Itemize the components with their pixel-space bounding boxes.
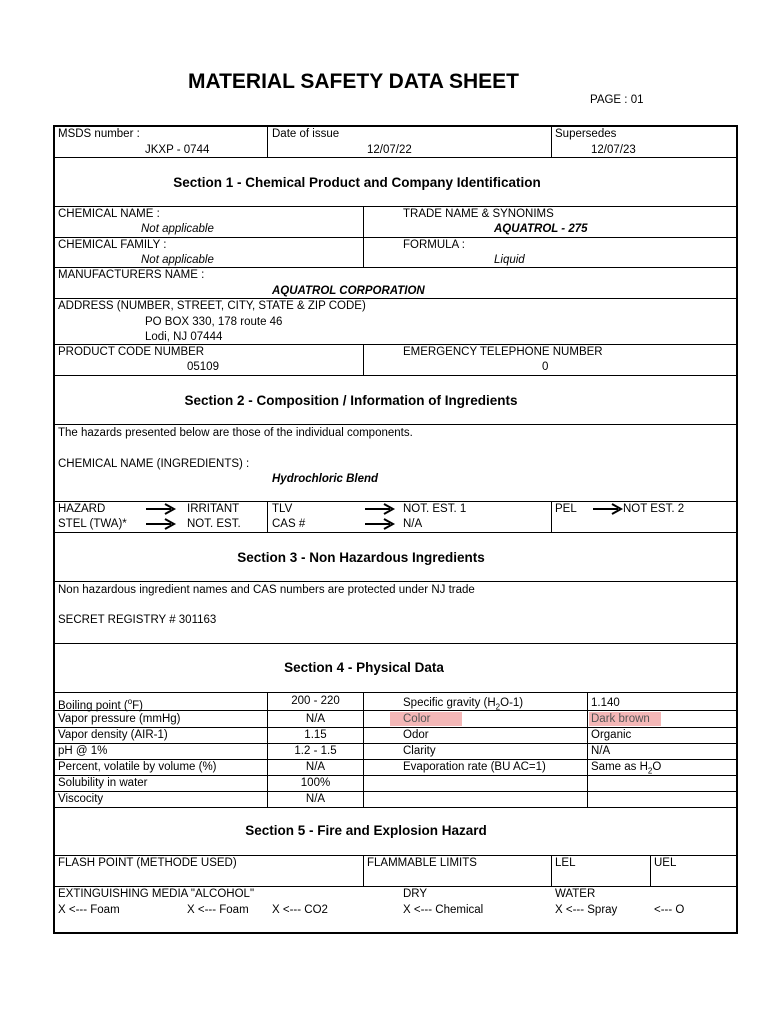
cas-value: N/A [403,518,423,530]
vapor-density-value: 1.15 [304,729,327,741]
clarity-value: N/A [591,745,611,757]
arrow-right-icon [364,503,396,515]
ingredients-value: Hydrochloric Blend [272,473,379,485]
vapor-density-label: Vapor density (AIR-1) [58,729,168,741]
spray-option: X <--- Spray [555,904,618,916]
arrow-right-icon [145,518,177,530]
manufacturer-label: MANUFACTURERS NAME : [58,269,205,281]
clarity-label: Clarity [403,745,436,757]
date-of-issue-label: Date of issue [272,128,340,140]
uel-label: UEL [654,857,677,869]
dry-label: DRY [403,888,428,900]
specific-gravity-label: Specific gravity $(H_2O-1)$ [403,697,524,712]
color-value: Dark brown [591,713,650,725]
tlv-value: NOT. EST. 1 [403,503,467,515]
viscosity-value: N/A [305,793,326,805]
chemical-name-label: CHEMICAL NAME : [58,208,160,220]
ph-value: 1.2 - 1.5 [294,745,337,757]
stel-value: NOT. EST. [187,518,241,530]
pel-label: PEL [555,503,577,515]
percent-volatile-value: N/A [305,761,326,773]
evaporation-rate-value: Same as $H_2O$ [591,761,662,776]
section-2-title: Section 2 - Composition / Information of Ingredients [184,393,518,408]
hazard-label: HAZARD [58,503,106,515]
section-4-title: Section 4 - Physical Data [284,660,444,675]
formula-label: FORMULA : [403,239,465,251]
trade-name-label: TRADE NAME & SYNONIMS [403,208,554,220]
tlv-label: TLV [272,503,293,515]
formula-value: Liquid [494,254,525,266]
trade-name-value: AQUATROL - 275 [494,223,588,235]
viscosity-label: Viscocity [58,793,104,805]
solubility-value: 100% [300,777,331,789]
msds-number-label: MSDS number : [58,128,140,140]
date-of-issue-value: 12/07/22 [367,144,412,156]
co2-option: X <--- CO2 [272,904,328,916]
vapor-pressure-label: Vapor pressure (mmHg) [58,713,181,725]
product-code-value: 05109 [187,361,219,373]
extinguishing-media-label: EXTINGUISHING MEDIA "ALCOHOL" [58,888,255,900]
lel-label: LEL [555,857,576,869]
page-number: PAGE : 01 [590,94,644,106]
address-line-1: PO BOX 330, 178 route 46 [145,316,283,328]
flammable-limits-label: FLAMMABLE LIMITS [367,857,477,869]
supersedes-label: Supersedes [555,128,617,140]
chemical-family-label: CHEMICAL FAMILY : [58,239,167,251]
specific-gravity-value: 1.140 [591,697,620,709]
arrow-right-icon [145,503,177,515]
section-3-title: Section 3 - Non Hazardous Ingredients [237,550,485,565]
chemical-option: X <--- Chemical [403,904,484,916]
water-label: WATER [555,888,596,900]
boiling-point-value: 200 - 220 [291,695,340,707]
document-title: MATERIAL SAFETY DATA SHEET [188,70,519,93]
cas-label: CAS # [272,518,306,530]
chemical-family-value: Not applicable [141,254,214,266]
section-5-title: Section 5 - Fire and Explosion Hazard [245,823,487,838]
arrow-right-icon [364,518,396,530]
arrow-right-icon [592,503,624,515]
solubility-label: Solubility in water [58,777,148,789]
foam-option-2: X <--- Foam [187,904,249,916]
evaporation-rate-label: Evaporation rate (BU AC=1) [403,761,546,773]
ingredients-label: CHEMICAL NAME (INGREDIENTS) : [58,458,250,470]
address-label: ADDRESS (NUMBER, STREET, CITY, STATE & ZIP CODE) [58,300,366,312]
other-option: <--- O [654,904,685,916]
emergency-phone-label: EMERGENCY TELEPHONE NUMBER [403,346,603,358]
section-1-title: Section 1 - Chemical Product and Company Identification [173,175,541,190]
manufacturer-value: AQUATROL CORPORATION [272,285,425,297]
product-code-label: PRODUCT CODE NUMBER [58,346,205,358]
foam-option-1: X <--- Foam [58,904,120,916]
secret-registry: SECRET REGISTRY # 301163 [58,614,217,626]
ph-label: pH @ 1% [58,745,108,757]
non-hazardous-note: Non hazardous ingredient names and CAS numbers are protected under NJ trade [58,584,475,596]
color-label: Color [403,713,431,725]
odor-value: Organic [591,729,632,741]
percent-volatile-label: Percent, volatile by volume (%) [58,761,217,773]
pel-value: NOT EST. 2 [623,503,685,515]
address-line-2: Lodi, NJ 07444 [145,331,223,343]
supersedes-value: 12/07/23 [591,144,636,156]
chemical-name-value: Not applicable [141,223,214,235]
boiling-point-label: Boiling point ($^o$F) [58,697,143,712]
flash-point-label: FLASH POINT (METHODE USED) [58,857,237,869]
hazard-value: IRRITANT [187,503,240,515]
stel-label: STEL (TWA)* [58,518,127,530]
msds-number-value: JKXP - 0744 [145,144,210,156]
hazard-note: The hazards presented below are those of the individual components. [58,427,413,439]
emergency-phone-value: 0 [542,361,549,373]
odor-label: Odor [403,729,429,741]
vapor-pressure-value: N/A [305,713,326,725]
